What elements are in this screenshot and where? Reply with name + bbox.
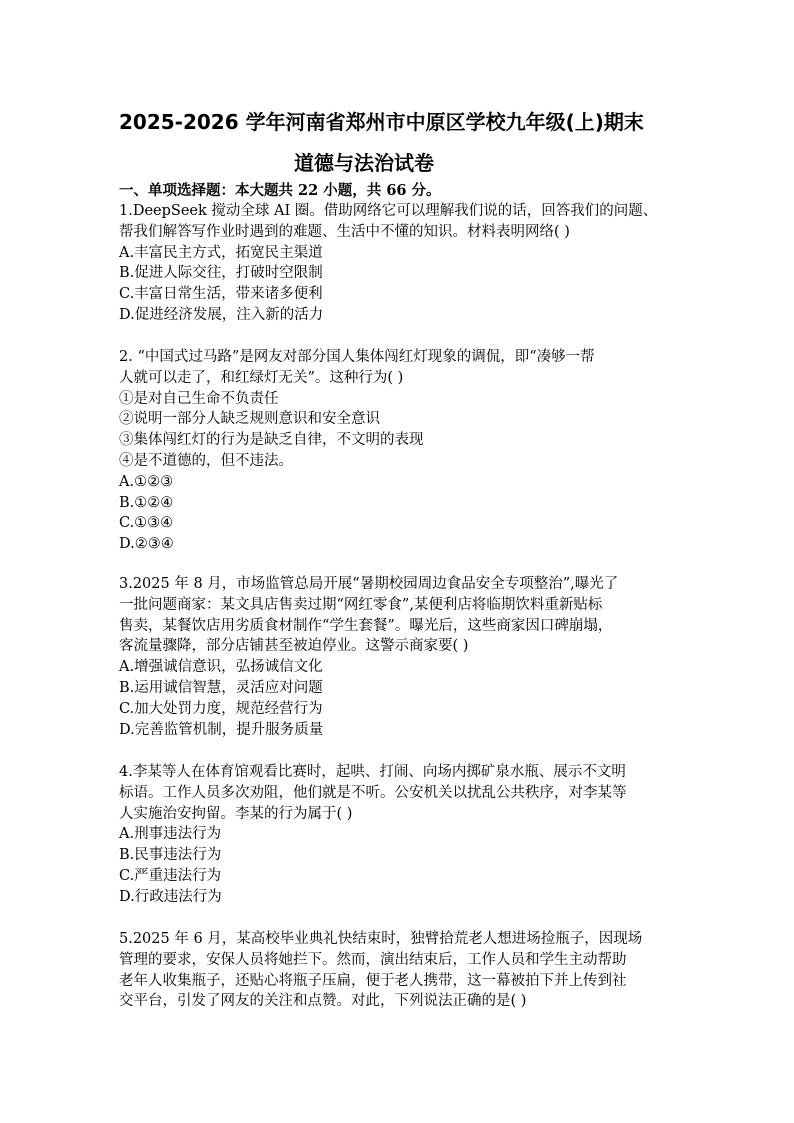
- answer-option: C.丰富日常生活，带来诸多便利: [119, 286, 323, 303]
- question-stem-line: 老年人收集瓶子，还贴心将瓶子压扁，便于老人携带，这一幕被拍下并上传到社: [119, 972, 627, 989]
- answer-option: A.增强诚信意识，弘扬诚信文化: [119, 659, 323, 676]
- question-stem-line: 3.2025 年 8 月，市场监管总局开展“暑期校园周边食品安全专项整治”,曝光了: [119, 576, 619, 592]
- question-stem-line: 管理的要求，安保人员将她拦下。然而，演出结束后，工作人员和学生主动帮助: [119, 951, 627, 968]
- answer-option: D.促进经济发展，注入新的活力: [119, 306, 324, 323]
- question-stem-line: 人实施治安拘留。李某的行为属于( ): [119, 805, 353, 822]
- section-heading: 一、单项选择题：本大题共 22 小题，共 66 分。: [119, 182, 441, 199]
- question-stem-line: 人就可以走了，和红绿灯无关”。这种行为( ): [119, 369, 404, 386]
- answer-option: B.运用诚信智慧，灵活应对问题: [119, 679, 323, 696]
- question-stem-line: 2. “中国式过马路”是网友对部分国人集体闯红灯现象的调侃，即“凑够一帮: [119, 349, 595, 365]
- question-stem-line: 交平台，引发了网友的关注和点赞。对此，下列说法正确的是( ): [119, 993, 527, 1010]
- answer-option: C.严重违法行为: [119, 867, 222, 884]
- answer-option: B.民事违法行为: [119, 847, 222, 864]
- question-stem-line: ④是不道德的，但不违法。: [119, 452, 293, 469]
- question-3: [119, 574, 689, 740]
- answer-option: A.①②③: [119, 473, 174, 490]
- question-5: [119, 929, 689, 1012]
- exam-title-line1: 2025-2026 学年河南省郑州市中原区学校九年级(上)期末: [119, 110, 644, 134]
- question-stem-line: 1.DeepSeek 搅动全球 AI 圈。借助网络它可以理解我们说的话，回答我们的问题、: [119, 203, 658, 219]
- exam-title-line2: 道德与法治试卷: [294, 151, 434, 175]
- question-stem-line: 标语。工作人员多次劝阻，他们就是不听。公安机关以扰乱公共秩序，对李某等: [119, 784, 627, 801]
- answer-option: C.①③④: [119, 515, 174, 532]
- question-stem-line: ②说明一部分人缺乏规则意识和安全意识: [119, 411, 380, 428]
- question-stem-line: 4.李某等人在体育馆观看比赛时，起哄、打闹、向场内掷矿泉水瓶、展示不文明: [119, 764, 626, 780]
- answer-option: D.②③④: [119, 536, 174, 553]
- answer-option: B.促进人际交往，打破时空限制: [119, 265, 323, 282]
- answer-option: D.完善监管机制，提升服务质量: [119, 721, 324, 738]
- question-stem-line: 售卖，某餐饮店用劣质食材制作“学生套餐”。曝光后，这些商家因口碑崩塌，: [119, 617, 613, 634]
- question-stem-line: 一批问题商家：某文具店售卖过期“网红零食”,某便利店将临期饮料重新贴标: [119, 596, 603, 613]
- answer-option: B.①②④: [119, 494, 174, 511]
- question-2: [119, 347, 689, 555]
- question-1: [119, 201, 689, 326]
- answer-option: C.加大处罚力度，规范经营行为: [119, 700, 323, 717]
- question-stem-line: 帮我们解答写作业时遇到的难题、生活中不懂的知识。材料表明网络( ): [119, 223, 570, 240]
- question-stem-line: 5.2025 年 6 月，某高校毕业典礼快结束时，独臂拾荒老人想进场捡瓶子，因现场: [119, 931, 643, 947]
- question-stem-line: ③集体闯红灯的行为是缺乏自律，不文明的表现: [119, 432, 424, 449]
- question-stem-line: ①是对自己生命不负责任: [119, 390, 279, 407]
- answer-option: A.刑事违法行为: [119, 826, 222, 843]
- answer-option: A.丰富民主方式，拓宽民主渠道: [119, 244, 323, 261]
- answer-option: D.行政违法行为: [119, 888, 222, 905]
- question-4: [119, 762, 689, 908]
- question-stem-line: 客流量骤降，部分店铺甚至被迫停业。这警示商家要( ): [119, 638, 469, 655]
